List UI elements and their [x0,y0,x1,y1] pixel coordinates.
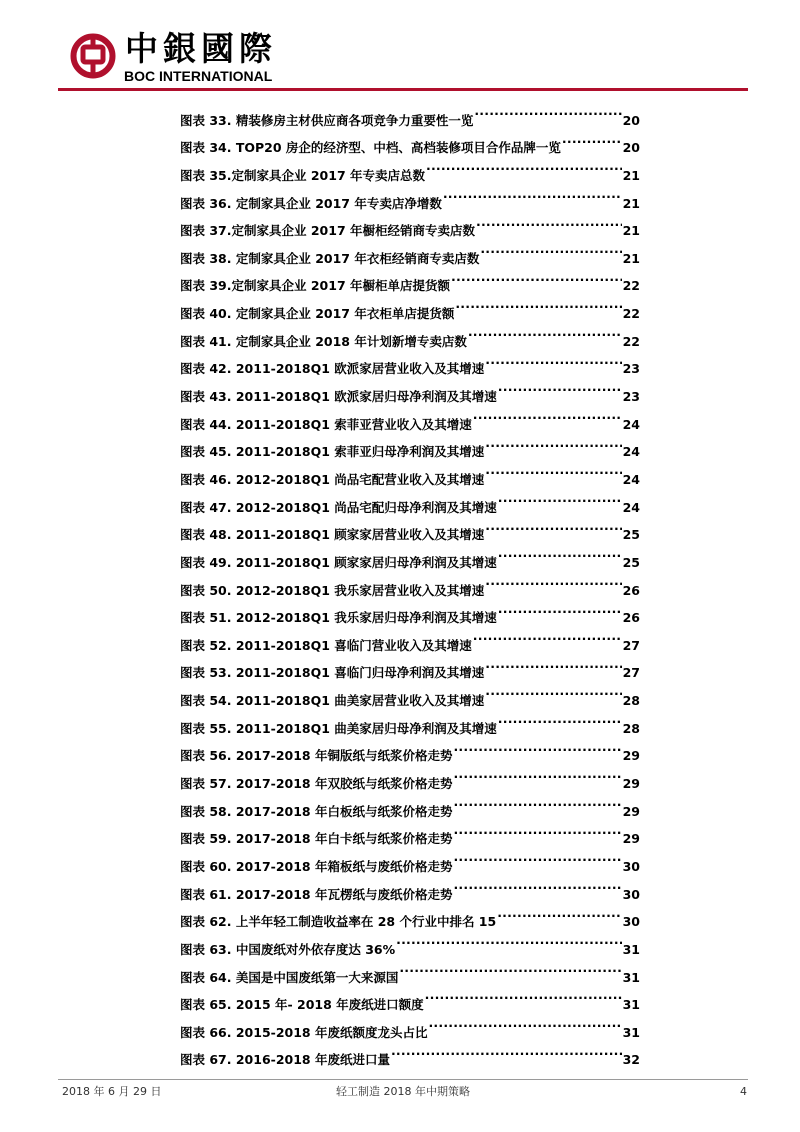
toc-entry-page: 24 [622,444,640,460]
toc-leader-dots [474,97,621,125]
brand-name-chinese: 中銀國際 [125,29,277,68]
toc-entry-page: 26 [622,582,640,598]
toc-entry-label: 图表 43. 2011-2018Q1 欧派家居归母净利润及其增速 [180,389,497,405]
toc-leader-dots [473,622,622,650]
toc-entry-label: 图表 62. 上半年轻工制造收益率在 28 个行业中排名 15 [180,914,497,930]
toc-leader-dots [451,263,622,291]
toc-entry-page: 22 [622,306,640,322]
toc-entry-page: 30 [622,858,640,874]
toc-leader-dots [453,733,621,761]
toc-entry-label: 图表 61. 2017-2018 年瓦楞纸与废纸价格走势 [180,886,453,902]
toc-entry-page: 21 [622,195,640,211]
toc-entry-page: 20 [622,140,640,156]
toc-entry-label: 图表 64. 美国是中国废纸第一大来源国 [180,969,399,985]
toc-entry-label: 图表 50. 2012-2018Q1 我乐家居营业收入及其增速 [180,582,485,598]
toc-entry-label: 图表 59. 2017-2018 年白卡纸与纸浆价格走势 [180,831,453,847]
toc-leader-dots [485,346,621,374]
toc-leader-dots [453,843,621,871]
toc-entry-label: 图表 55. 2011-2018Q1 曲美家居归母净利润及其增速 [180,720,497,736]
toc-entry-page: 25 [622,527,640,543]
toc-entry-label: 图表 37.定制家具企业 2017 年橱柜经销商专卖店数 [180,223,475,239]
footer-divider [58,1079,748,1080]
toc-entry-page: 29 [622,831,640,847]
toc-entry-page: 23 [622,361,640,377]
brand-name-english: BOC INTERNATIONAL [124,68,273,84]
toc-entry-page: 27 [622,665,640,681]
toc-entry-label: 图表 33. 精装修房主材供应商各项竞争力重要性一览 [180,112,474,128]
toc-entry-label: 图表 51. 2012-2018Q1 我乐家居归母净利润及其增速 [180,610,497,626]
toc-leader-dots [453,788,621,816]
toc-entry-label: 图表 40. 定制家具企业 2017 年衣柜单店提货额 [180,306,455,322]
header-divider [58,88,748,91]
toc-entry-page: 24 [622,499,640,515]
toc-leader-dots [497,899,621,927]
toc-entry-page: 26 [622,610,640,626]
toc-entry-page: 31 [622,969,640,985]
toc-entry-label: 图表 67. 2016-2018 年废纸进口量 [180,1052,390,1068]
toc-leader-dots [455,290,621,318]
toc-leader-dots [453,760,621,788]
toc-entry-label: 图表 35.定制家具企业 2017 年专卖店总数 [180,167,425,183]
toc-entry-page: 29 [622,803,640,819]
toc-entry-page: 21 [622,223,640,239]
toc-leader-dots [498,595,622,623]
toc-entry-label: 图表 66. 2015-2018 年废纸额度龙头占比 [180,1024,428,1040]
toc-entry-label: 图表 63. 中国废纸对外依存度达 36% [180,941,396,957]
toc-leader-dots [476,208,622,236]
toc-entry-page: 31 [622,1024,640,1040]
toc-leader-dots [485,512,621,540]
toc-entry-page: 28 [622,720,640,736]
table-of-figures [180,97,640,1068]
toc-entry-label: 图表 42. 2011-2018Q1 欧派家居营业收入及其增速 [180,361,485,377]
footer-date: 2018 年 6 月 29 日 [62,1085,162,1098]
toc-entry-page: 31 [622,997,640,1013]
toc-entry-page: 29 [622,748,640,764]
toc-leader-dots [498,705,622,733]
toc-entry-page: 21 [622,167,640,183]
toc-entry-label: 图表 34. TOP20 房企的经济型、中档、高档装修项目合作品牌一览 [180,140,561,156]
toc-entry-page: 32 [622,1052,640,1068]
toc-entry-page: 21 [622,250,640,266]
toc-entry-label: 图表 38. 定制家具企业 2017 年衣柜经销商专卖店数 [180,250,480,266]
toc-entry-page: 24 [622,471,640,487]
toc-entry-page: 23 [622,389,640,405]
toc-entry-label: 图表 49. 2011-2018Q1 顾家家居归母净利润及其增速 [180,554,497,570]
footer-page-number: 4 [740,1085,747,1098]
toc-entry-page: 30 [622,914,640,930]
toc-leader-dots [485,677,621,705]
toc-leader-dots [428,1009,621,1037]
toc-entry-label: 图表 53. 2011-2018Q1 喜临门归母净利润及其增速 [180,665,485,681]
toc-entry-label: 图表 52. 2011-2018Q1 喜临门营业收入及其增速 [180,637,472,653]
toc-leader-dots [562,125,622,153]
toc-leader-dots [485,456,621,484]
toc-entry-page: 28 [622,693,640,709]
toc-entry-label: 图表 60. 2017-2018 年箱板纸与废纸价格走势 [180,858,453,874]
toc-entry-page: 29 [622,776,640,792]
toc-entry-label: 图表 39.定制家具企业 2017 年橱柜单店提货额 [180,278,450,294]
toc-entry-page: 30 [622,886,640,902]
toc-leader-dots [485,650,621,678]
toc-entry-label: 图表 45. 2011-2018Q1 索菲亚归母净利润及其增速 [180,444,485,460]
toc-entry-label: 图表 56. 2017-2018 年铜版纸与纸浆价格走势 [180,748,453,764]
toc-entry-page: 31 [622,941,640,957]
toc-entry-label: 图表 36. 定制家具企业 2017 年专卖店净增数 [180,195,442,211]
toc-leader-dots [453,871,621,899]
toc-entry-label: 图表 57. 2017-2018 年双胶纸与纸浆价格走势 [180,776,453,792]
toc-leader-dots [453,816,621,844]
toc-entry-page: 20 [622,112,640,128]
toc-leader-dots [443,180,622,208]
toc-leader-dots [425,982,622,1010]
footer-report-title: 轻工制造 2018 年中期策略 [336,1085,470,1098]
toc-entry-label: 图表 58. 2017-2018 年白板纸与纸浆价格走势 [180,803,453,819]
toc-leader-dots [426,152,622,180]
toc-leader-dots [498,539,622,567]
toc-entry-label: 图表 44. 2011-2018Q1 索菲亚营业收入及其增速 [180,416,472,432]
toc-leader-dots [391,1037,622,1065]
toc-entry-page: 22 [622,278,640,294]
toc-entry-label: 图表 48. 2011-2018Q1 顾家家居营业收入及其增速 [180,527,485,543]
toc-entry-label: 图表 65. 2015 年- 2018 年废纸进口额度 [180,997,424,1013]
toc-entry-label: 图表 47. 2012-2018Q1 尚品宅配归母净利润及其增速 [180,499,497,515]
toc-entry-page: 27 [622,637,640,653]
toc-entry[interactable] [180,97,640,128]
toc-leader-dots [396,926,621,954]
toc-entry-page: 22 [622,333,640,349]
toc-leader-dots [468,318,622,346]
toc-entry-label: 图表 54. 2011-2018Q1 曲美家居营业收入及其增速 [180,693,485,709]
toc-leader-dots [399,954,621,982]
toc-entry-label: 图表 46. 2012-2018Q1 尚品宅配营业收入及其增速 [180,471,485,487]
toc-leader-dots [473,401,622,429]
toc-entry-page: 25 [622,554,640,570]
toc-leader-dots [498,484,622,512]
toc-leader-dots [485,429,621,457]
page-header [0,0,800,96]
toc-leader-dots [485,567,621,595]
toc-leader-dots [480,235,621,263]
toc-entry-page: 24 [622,416,640,432]
toc-leader-dots [498,373,622,401]
toc-entry-label: 图表 41. 定制家具企业 2018 年计划新增专卖店数 [180,333,467,349]
boc-logo-icon [70,33,116,79]
